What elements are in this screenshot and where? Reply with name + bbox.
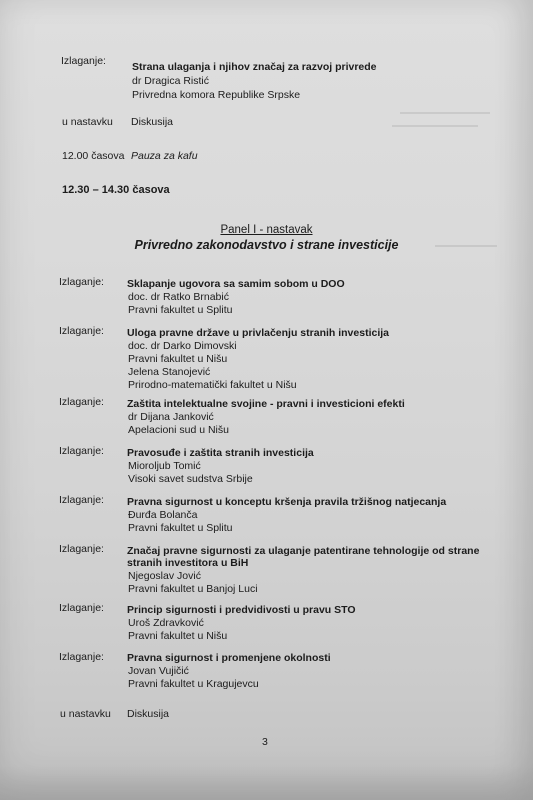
continued-value: Diskusija bbox=[131, 116, 174, 128]
talk-speaker: Đurđa Bolanča bbox=[128, 509, 198, 521]
talk-title: Sklapanje ugovora sa samim sobom u DOO bbox=[127, 278, 345, 290]
break-time: 12.00 časova bbox=[62, 150, 125, 162]
talk-affiliation: Prirodno-matematički fakultet u Nišu bbox=[128, 379, 297, 391]
continued-value: Diskusija bbox=[127, 708, 170, 720]
talk-affiliation: Pravni fakultet u Nišu bbox=[128, 630, 228, 642]
talk-speaker: Mioroljub Tomić bbox=[128, 460, 201, 472]
talk-speaker: Uroš Zdravković bbox=[128, 617, 204, 629]
talk-label: Izlaganje: bbox=[59, 276, 104, 288]
talk-title: Pravosuđe i zaštita stranih investicija bbox=[127, 447, 314, 459]
talk-title: Strana ulaganja i njihov značaj za razvoj privrede bbox=[132, 61, 377, 73]
talk-speaker: Njegoslav Jović bbox=[128, 570, 201, 582]
talk-label: Izlaganje: bbox=[59, 445, 104, 457]
continued-label: u nastavku bbox=[60, 708, 111, 720]
talk-speaker: Jelena Stanojević bbox=[128, 366, 211, 378]
bleed-through-line bbox=[392, 125, 478, 127]
talk-label: Izlaganje: bbox=[59, 543, 104, 555]
talk-affiliation: Visoki savet sudstva Srbije bbox=[128, 473, 253, 485]
talk-affiliation: Pravni fakultet u Kragujevcu bbox=[128, 678, 259, 690]
talk-title: Princip sigurnosti i predvidivosti u pravu STO bbox=[127, 604, 356, 616]
talk-label: Izlaganje: bbox=[59, 494, 104, 506]
talk-title: Pravna sigurnost i promenjene okolnosti bbox=[127, 652, 331, 664]
session-time: 12.30 – 14.30 časova bbox=[62, 184, 170, 196]
talk-title: Značaj pravne sigurnosti za ulaganje patentirane tehnologije od strane bbox=[127, 545, 480, 557]
talk-affiliation: Privredna komora Republike Srpske bbox=[132, 89, 301, 101]
panel-title-text: Panel I - nastavak bbox=[220, 224, 313, 236]
talk-label: Izlaganje: bbox=[59, 325, 104, 337]
break-label: Pauza za kafu bbox=[131, 150, 198, 162]
talk-affiliation: Apelacioni sud u Nišu bbox=[128, 424, 229, 436]
talk-title: Pravna sigurnost u konceptu kršenja pravila tržišnog natjecanja bbox=[127, 496, 447, 508]
talk-title: Uloga pravne države u privlačenju stranih investicija bbox=[127, 327, 390, 339]
talk-title: Zaštita intelektualne svojine - pravni i investicioni efekti bbox=[127, 398, 405, 410]
talk-label: Izlaganje: bbox=[59, 651, 104, 663]
talk-speaker: dr Dragica Ristić bbox=[132, 75, 210, 87]
talk-speaker: doc. dr Ratko Brnabić bbox=[128, 291, 229, 303]
page-shadow bbox=[0, 766, 533, 800]
continued-label: u nastavku bbox=[62, 116, 113, 128]
bleed-through-line bbox=[400, 112, 490, 114]
talk-title-continued: stranih investitora u BiH bbox=[127, 557, 249, 569]
talk-affiliation: Pravni fakultet u Banjoj Luci bbox=[128, 583, 258, 595]
talk-label: Izlaganje: bbox=[59, 396, 104, 408]
talk-affiliation: Pravni fakultet u Nišu bbox=[128, 353, 228, 365]
talk-speaker: doc. dr Darko Dimovski bbox=[128, 340, 237, 352]
talk-label: Izlaganje: bbox=[61, 55, 106, 67]
talk-affiliation: Pravni fakultet u Splitu bbox=[128, 522, 233, 534]
talk-speaker: Jovan Vujičić bbox=[128, 665, 189, 677]
talk-label: Izlaganje: bbox=[59, 602, 104, 614]
page-number: 3 bbox=[262, 736, 268, 748]
talk-affiliation: Pravni fakultet u Splitu bbox=[128, 304, 233, 316]
panel-subtitle: Privredno zakonodavstvo i strane investicije bbox=[134, 238, 399, 252]
talk-speaker: dr Dijana Janković bbox=[128, 411, 214, 423]
panel-title bbox=[0, 224, 533, 236]
